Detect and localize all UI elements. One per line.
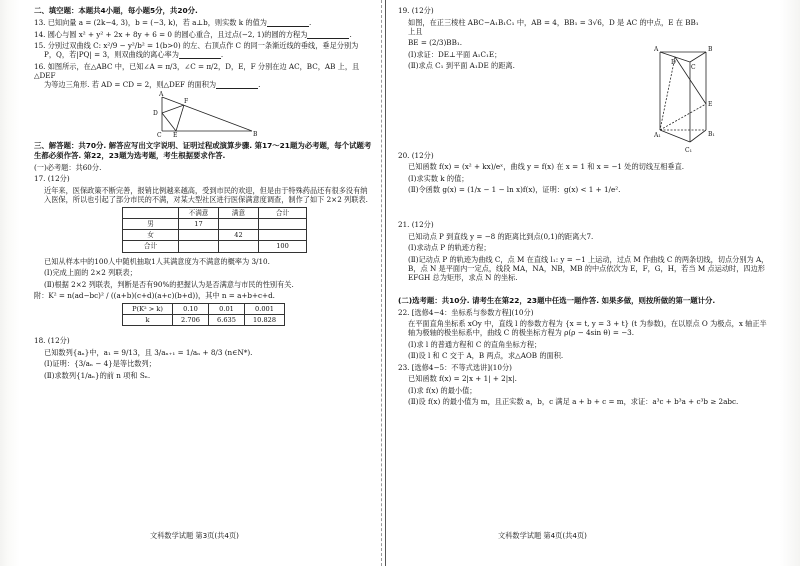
q21-title: 21. (12分) — [398, 220, 434, 229]
label-a: A — [159, 91, 164, 99]
triangle-figure — [152, 91, 262, 137]
q18-part-2: (Ⅱ)求数列{1/aₙ}的前 n 项和 Sₙ. — [44, 370, 151, 380]
q23-title: 23. [选修4−5：不等式选讲](10分) — [398, 362, 512, 372]
q17-prob: 已知从样本中的100人中随机抽取1人其满意度为不满意的概率为 3/10. — [44, 256, 270, 266]
label-a: A — [654, 46, 659, 53]
q21-text: 已知动点 P 到直线 y = −8 的距离比到点(0,1)的距离大7. — [408, 231, 594, 241]
q17-formula: 附：K² = n(ad−bc)² / ((a+b)(c+d)(a+c)(b+d))，其中 n = a+b+c+d. — [34, 291, 275, 301]
q19-title: 19. (12分) — [398, 6, 434, 15]
question-14: 14. 圆心与圆 x² + y² + 2x + 8y + 6 = 0 的圆心重合，且过点(−2, 1)的圆的方程为 . — [34, 29, 352, 39]
label-a1: A₁ — [654, 132, 661, 139]
q17-part-1: (Ⅰ)完成上面的 2×2 列联表； — [44, 268, 137, 278]
question-13: 13. 已知向量 a = (2k−4, 3)，b = (−3, k)，若 a⊥b，则实数 k 的值为 . — [34, 18, 312, 28]
column-divider — [385, 0, 386, 566]
q18-title: 18. (12分) — [34, 336, 70, 346]
q20-text: 已知函数 f(x) = (x² + kx)/eˣ，曲线 y = f(x) 在 x = 1 和 x = −1 处的切线互相垂直. — [408, 162, 685, 171]
q23-part-2: (Ⅱ)设 f(x) 的最小值为 m，且正实数 a，b，c 满足 a + b + c = m，求证：a³c + b³a + c³b ≥ 2abc. — [408, 397, 739, 407]
q22-part-1: (Ⅰ)求 l 的普通方程和 C 的直角坐标方程； — [408, 339, 542, 349]
right-column — [398, 6, 770, 409]
q21-part-2: (Ⅱ)记动点 P 的轨迹为曲线 C，点 M 在直线 l₁: y = −1 上运动，过点 M 作曲线 C 的两条切线，切点分别为 A，B，点 N 是平面内一定点，线段 MA，NA，NB，MB 的中点依次为 E，F，G，H，若当 M 点运动时，四边形 EFGH 总为矩形，求点 N 的坐标. — [408, 254, 769, 282]
q19-part-1: (Ⅰ)求证：DE⊥平面 A₁C₁E； — [408, 49, 502, 59]
answer-blank — [307, 32, 349, 39]
q17-title: 17. (12分) — [34, 174, 70, 184]
q20-title: 20. (12分) — [398, 150, 434, 160]
q17-text: 近年来，医保政策不断完善，报销比例越来越高，受到市民的欢迎，但是由于特殊药品还有很多没有纳入医保，所以也引起了部分市民的不满，对某大型社区进行医保满意度调查，制作了如下 2×2 列联表. — [44, 185, 368, 204]
left-column — [34, 6, 372, 382]
question-15: 15. 分别过双曲线 C: x²/9 − y²/b² = 1(b>0) 的左、右顶点作 C 的同一条渐近线的垂线，垂足分别为 P，Q，若|PQ| = 3，则双曲线的离心率为 . — [34, 41, 359, 60]
label-c: C — [157, 132, 162, 138]
q20-part-1: (Ⅰ)求实数 k 的值； — [408, 173, 469, 183]
answer-blank — [216, 82, 258, 89]
q17-part-2: (Ⅱ)根据 2×2 列联表，判断是否有90%的把握认为是否满意与市民的性别有关. — [44, 279, 294, 289]
prism-figure — [654, 42, 720, 154]
answer-blank — [179, 52, 221, 59]
label-d: D — [671, 59, 676, 66]
answer-blank — [267, 20, 309, 27]
label-b1: B₁ — [708, 131, 715, 138]
q21-part-1: (Ⅰ)求动点 P 的轨迹方程； — [408, 243, 491, 252]
label-f: F — [184, 98, 189, 106]
required-note: (一)必考题：共60分. — [34, 162, 102, 172]
question-16: 16. 如图所示，在△ABC 中，已知∠A = π/3，∠C = π/2，D，E，F 分别在边 AC，BC，AB 上，且△DEF 为等边三角形. 若 AD = CD = 2，则△DEF 的面积为 . — [34, 61, 360, 89]
q20-part-2: (Ⅱ)令函数 g(x) = (1/x − 1 − ln x)f(x)，证明：g(x) < 1 + 1/e². — [408, 185, 621, 194]
left-footer: 文科数学试题 第3页(共4页) — [150, 531, 239, 540]
label-e: E — [173, 132, 178, 138]
label-c: C — [691, 64, 696, 71]
contingency-table: 不满意 满意 合计 男 17 女 42 合计 100 — [122, 207, 307, 253]
q18-text: 已知数列{aₙ}中，a₁ = 9/13，且 3/aₙ₊₁ = 1/aₙ + 8/3 (n∈N*). — [44, 347, 253, 357]
label-d: D — [153, 110, 158, 118]
label-e: E — [708, 101, 713, 108]
q22-text: 在平面直角坐标系 xOy 中，直线 l 的参数方程为 {x = t, y = 3 + t} (t 为参数)，在以原点 O 为极点，x 轴正半轴为极轴的极坐标系中，曲线 C 的极坐标方程为 ρ(ρ − 4sin θ) = −3. — [408, 319, 767, 338]
optional-heading: (二)选考题：共10分. 请考生在第22，23题中任选一题作答. 如果多做，则按所做的第一题计分. — [398, 295, 716, 305]
q23-text: 已知函数 f(x) = 2|x + 1| + 2|x|. — [408, 374, 517, 384]
q18-part-1: (Ⅰ)证明：{3/aₙ − 4}是等比数列； — [44, 359, 156, 369]
q19-text: 如图，在正三棱柱 ABC−A₁B₁C₁ 中，AB = 4，BB₁ = 3√6，D 是 AC 的中点，E 在 BB₁ 上且 — [408, 17, 699, 36]
q19-text-b: BE = (2/3)BB₁. — [408, 38, 463, 47]
label-b: B — [708, 46, 713, 53]
q19-block — [398, 6, 770, 154]
critical-value-table: P(K² > k) 0.10 0.01 0.001 k 2.706 6.635 10.828 — [122, 303, 285, 326]
q23-part-1: (Ⅰ)求 f(x) 的最小值； — [408, 385, 477, 395]
label-c1: C₁ — [685, 147, 692, 154]
q22-title: 22. [选修4−4：坐标系与参数方程](10分) — [398, 307, 534, 317]
solve-heading: 三、解答题：共70分. 解答应写出文字说明、证明过程或演算步骤. 第17～21题为必考题，每个试题考生都必须作答. 第22，23题为选考题，考生根据要求作答. — [34, 141, 372, 160]
label-b: B — [253, 131, 258, 138]
right-footer: 文科数学试题 第4页(共4页) — [498, 531, 587, 540]
fill-heading: 二、填空题：本题共4小题，每小题5分，共20分. — [34, 6, 198, 15]
fold-line — [381, 0, 382, 566]
q22-part-2: (Ⅱ)设 l 和 C 交于 A，B 两点，求△AOB 的面积. — [408, 351, 564, 361]
q19-part-2: (Ⅱ)求点 C₁ 到平面 A₁DE 的距离. — [408, 61, 515, 70]
